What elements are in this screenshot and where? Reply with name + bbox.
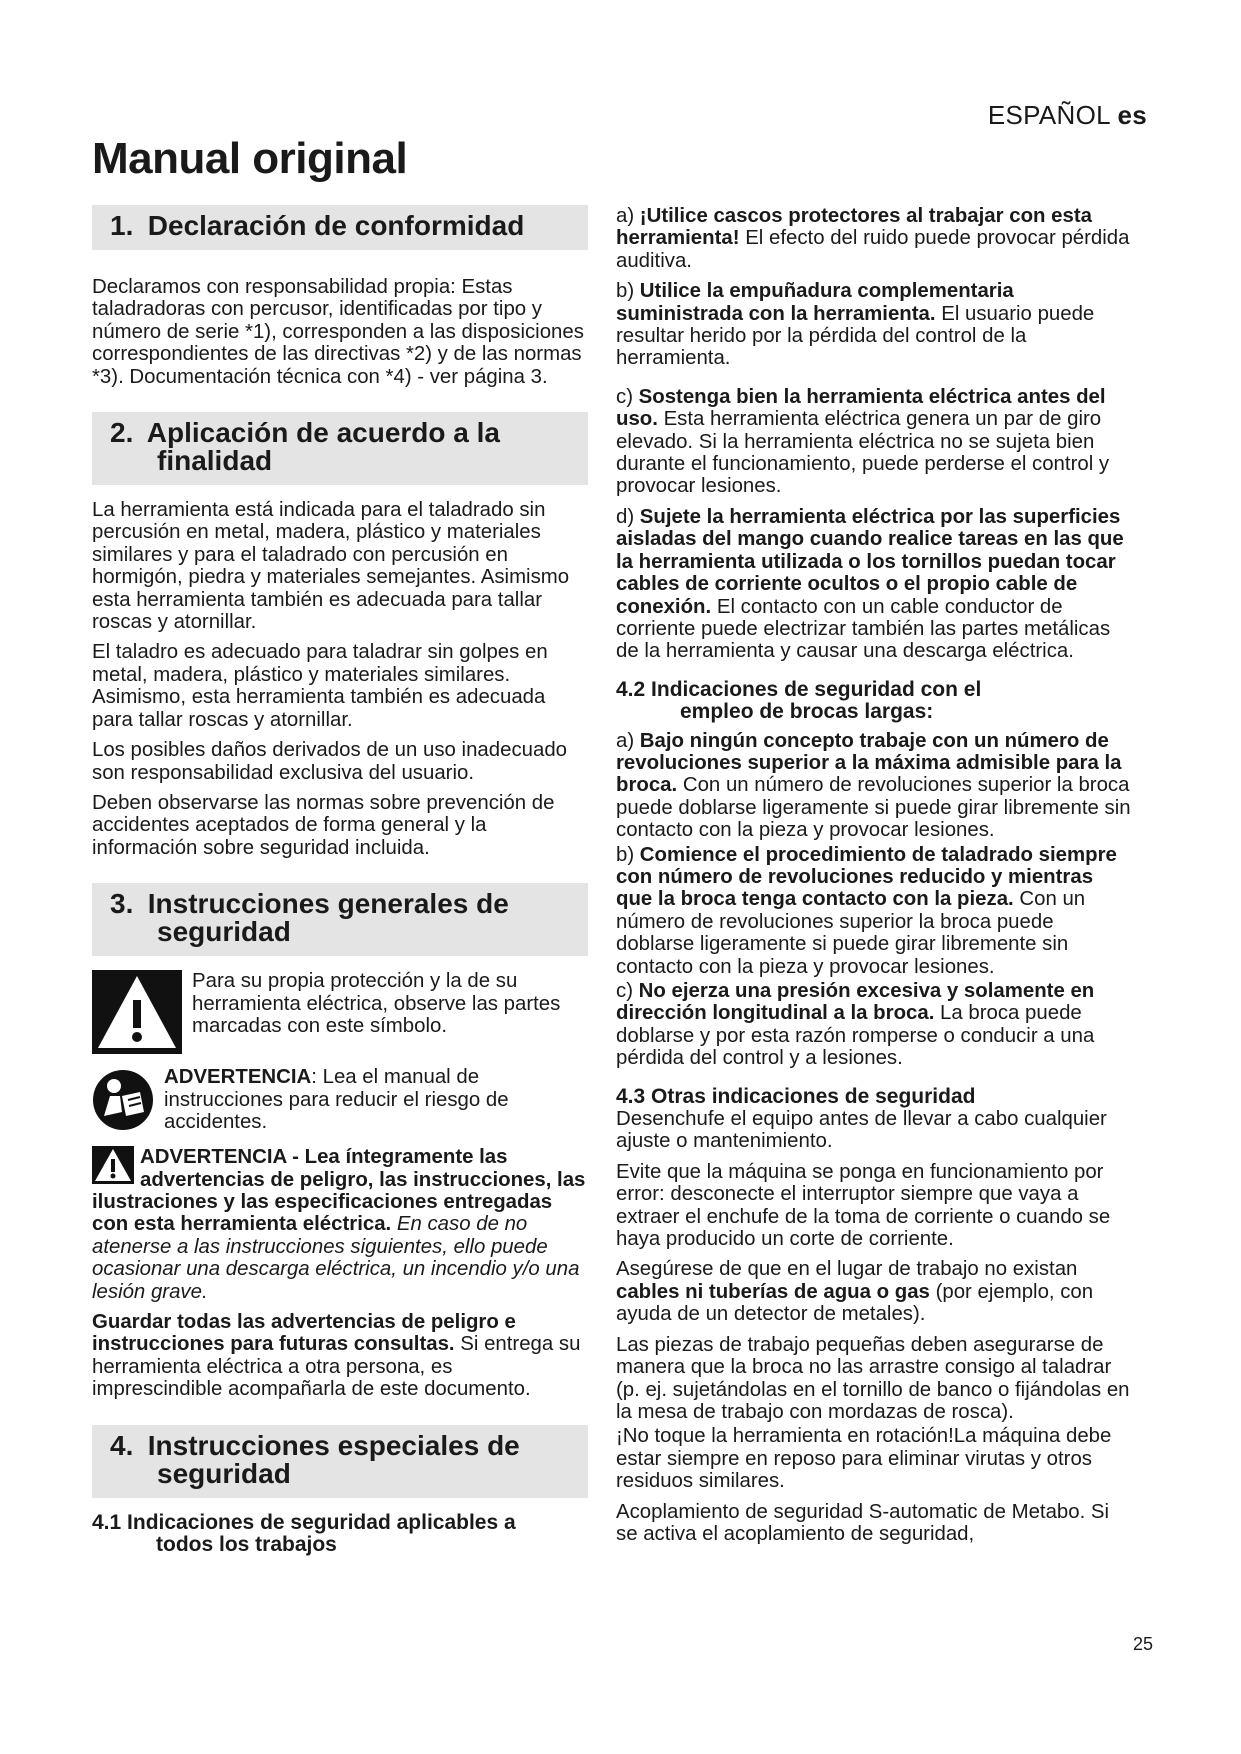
section-3-heading [92, 883, 588, 956]
long-bit-item-a: a) Bajo ningún concepto trabaje con un número de revoluciones superior a la máxima admisible para la broca. Con un número de revoluciones superior la broca puede doblarse ligeramente si puede girar libremente sin contacto con la pieza y provocar lesiones. [616, 729, 1131, 842]
right-column [616, 205, 1132, 1553]
language-label [988, 100, 1147, 131]
warning-triangle-icon [92, 970, 182, 1054]
section-2-paragraph: La herramienta está indicada para el taladrado sin percusión en metal, madera, plástico y materiales similares y para el taladrado con percusión en hormigón, piedra y materiales semejantes. Asimismo esta herramienta también es adecuada para tallar roscas y atornillar. [92, 499, 570, 634]
other-safety-paragraph: ¡No toque la herramienta en rotación!La máquina debe estar siempre en reposo para eliminar virutas y otros residuos similares. [616, 1425, 1112, 1493]
warning-triangle-icon [92, 1146, 134, 1184]
section-2-title-line2: finalidad [157, 445, 273, 477]
subsection-4-1-line2: todos los trabajos [156, 1533, 337, 1556]
full-warning-italic: En caso de no atenerse a las instrucciones siguientes, ello puede ocasionar una descarga eléctrica, un incendio y/o una lesión grave. [92, 1213, 580, 1303]
section-3-number: 3. [110, 888, 134, 920]
read-manual-icon [92, 1066, 154, 1134]
full-warning-paragraph [92, 1146, 588, 1303]
safety-item-c: c) Sostenga bien la herramienta eléctrica antes del uso. Esta herramienta eléctrica genera un par de giro elevado. Si la herramienta eléctrica no se sujeta bien durante el funcionamiento, puede perderse el control y provocar lesiones. [616, 385, 1110, 498]
subsection-4-2-heading [616, 679, 1132, 724]
warning-symbol-text: Para su propia protección y la de su herramienta eléctrica, observe las partes marcadas con este símbolo. [192, 970, 561, 1037]
manual-warning-text: : Lea el manual de instrucciones para reducir el riesgo de accidentes. [164, 1066, 509, 1133]
section-1-number: 1. [110, 210, 134, 241]
subsection-4-3-heading: 4.3 Otras indicaciones de seguridad [616, 1084, 976, 1108]
left-column [92, 205, 588, 1562]
subsection-4-1-line1: 4.1 Indicaciones de seguridad aplicables a [92, 1510, 516, 1534]
keep-instructions-paragraph [92, 1311, 588, 1401]
long-bit-item-b: b) Comience el procedimiento de taladrado siempre con número de revoluciones reducido y mientras que la broca tenga contacto con la pieza. Con un número de revoluciones superior la broca puede doblarse ligeramente si puede girar libremente sin contacto con la pieza y provocar lesiones. [616, 843, 1117, 978]
manual-warning-note [92, 1066, 588, 1134]
subsection-4-1-heading [92, 1512, 588, 1557]
section-2-paragraph: El taladro es adecuado para taladrar sin golpes en metal, madera, plástico y materiales similares. Asimismo, esta herramienta también es adecuada para tallar roscas y atornillar. [92, 641, 548, 731]
section-2-paragraph: Deben observarse las normas sobre prevención de accidentes aceptados de forma general y la información sobre seguridad incluida. [92, 791, 555, 859]
section-4-title-line2: seguridad [157, 1457, 291, 1489]
other-safety-paragraph: Asegúrese de que en el lugar de trabajo no existan cables ni tuberías de agua o gas (por ejemplo, con ayuda de un detector de metales). [616, 1258, 1094, 1326]
section-1-title: Declaración de conformidad [147, 210, 525, 241]
section-1-heading [92, 205, 588, 250]
section-1-text: Declaramos con responsabilidad propia: Estas taladradoras con percusor, identificadas por tipo y número de serie *1), corresponden a las disposiciones correspondientes de las directivas *2) y de las normas *3). Documentación técnica con *4) - ver página 3. [92, 276, 584, 388]
language-code: es [1117, 100, 1147, 130]
other-safety-paragraph: Acoplamiento de seguridad S-automatic de Metabo. Si se activa el acoplamiento de seguridad, [616, 1500, 1110, 1545]
keep-instructions-bold: Guardar todas las advertencias de peligro e instrucciones para futuras consultas. [92, 1310, 516, 1356]
safety-item-d: d) Sujete la herramienta eléctrica por las superficies aisladas del mango cuando realice tareas en las que la herramienta utilizada o los tornillos puedan tocar cables de corriente ocultos o el propio cable de conexión. El contacto con un cable conductor de corriente puede electrizar también las partes metálicas de la herramienta y causar una descarga eléctrica. [616, 505, 1124, 663]
other-safety-paragraph: Evite que la máquina se ponga en funcionamiento por error: desconecte el interruptor siempre que vaya a extraer el enchufe de la toma de corriente o cuando se haya producido un corte de corriente. [616, 1160, 1111, 1251]
section-4-heading [92, 1425, 588, 1498]
section-3-title-line1: Instrucciones generales de [147, 888, 509, 920]
safety-item-b: b) Utilice la empuñadura complementaria suministrada con la herramienta. El usuario puede resultar herido por la pérdida del control de la herramienta. [616, 280, 1095, 370]
manual-warning-bold: ADVERTENCIA [164, 1066, 312, 1089]
section-4-title-line1: Instrucciones especiales de [147, 1429, 520, 1461]
subsection-4-2-line1: 4.2 Indicaciones de seguridad con el [616, 677, 982, 701]
keep-instructions-text: Si entrega su herramienta eléctrica a otra persona, es imprescindible acompañarla de este documento. [92, 1333, 581, 1401]
other-safety-paragraph: Las piezas de trabajo pequeñas deben asegurarse de manera que la broca no las arrastre consigo al taladrar (p. ej. sujetándolas en el tornillo de banco o fijándolas en la mesa de trabajo con mordazas de rosca). [616, 1333, 1130, 1423]
language-name: ESPAÑOL [987, 100, 1110, 130]
safety-item-a: a) ¡Utilice cascos protectores al trabajar con esta herramienta! El efecto del ruido puede provocar pérdida auditiva. [616, 205, 1130, 272]
page-number: 25 [1132, 1634, 1153, 1654]
other-safety-paragraph: Desenchufe el equipo antes de llevar a cabo cualquier ajuste o mantenimiento. [616, 1108, 1107, 1153]
section-2-paragraph: Los posibles daños derivados de un uso inadecuado son responsabilidad exclusiva del usuario. [92, 739, 567, 784]
section-2-number: 2. [110, 417, 134, 449]
long-bit-item-c: c) No ejerza una presión excesiva y solamente en dirección longitudinal a la broca. La broca puede doblarse y por esta razón romperse o conducir a una pérdida del control y a lesiones. [616, 980, 1095, 1070]
section-3-title-line2: seguridad [157, 916, 291, 948]
section-2-heading [92, 412, 588, 485]
warning-symbol-note [92, 970, 588, 1054]
page-title: Manual original [92, 134, 408, 183]
section-2-title-line1: Aplicación de acuerdo a la [146, 417, 500, 449]
subsection-4-2-line2: empleo de brocas largas: [680, 700, 934, 724]
section-4-number: 4. [110, 1429, 134, 1461]
full-warning-bold: ADVERTENCIA - Lea íntegramente las advertencias de peligro, las instrucciones, las ilustraciones y las especificaciones entregadas con esta herramienta eléctrica. [92, 1146, 586, 1236]
